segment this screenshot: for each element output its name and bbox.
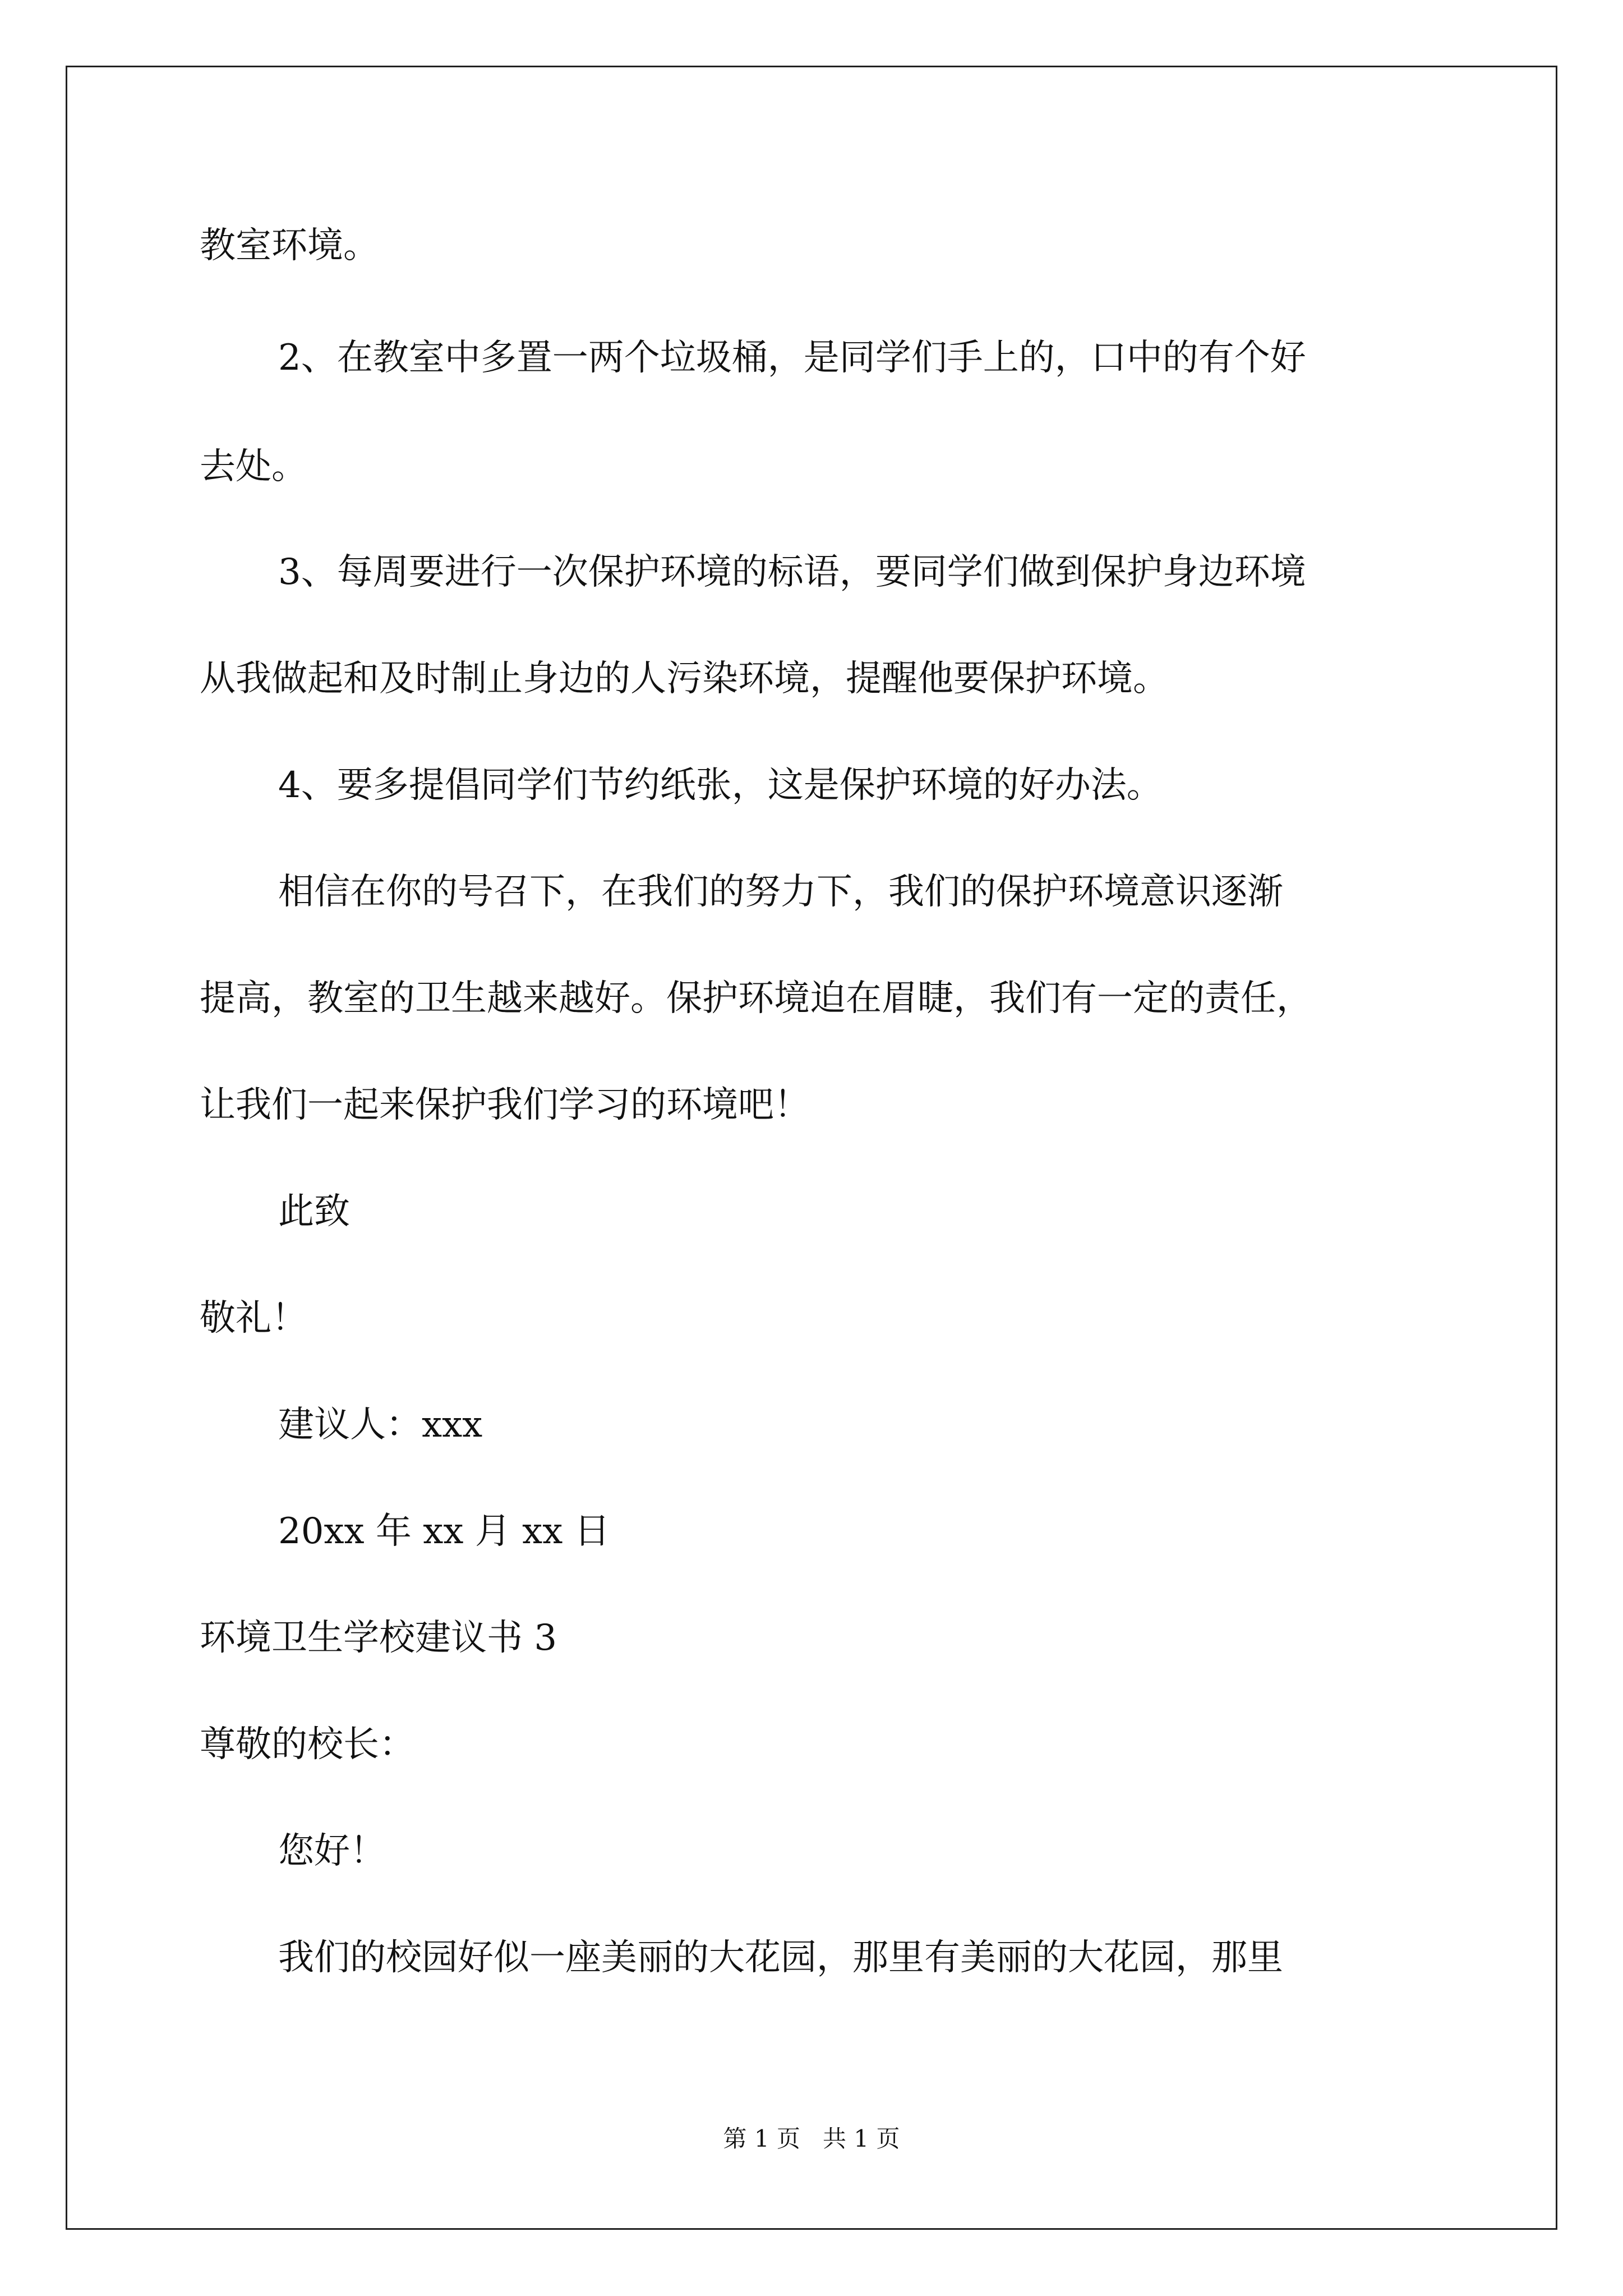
body-line-5: 从我做起和及时制止身边的人污染环境，提醒他要保护环境。 [200,658,1169,700]
body-line-9: 让我们一起来保护我们学习的环境吧！ [200,1084,810,1126]
letter-greeting: 尊敬的校长： [200,1724,415,1765]
body-line-2: 2、在教室中多置一两个垃圾桶，是同学们手上的，口中的有个好 [278,337,1306,379]
body-line-10: 我们的校园好似一座美丽的大花园，那里有美丽的大花园，那里 [278,1937,1283,1978]
page-border [66,66,1557,2230]
body-line-3: 去处。 [200,446,307,487]
section-title: 环境卫生学校建议书 3 [200,1617,557,1659]
date-line: 20xx 年 xx 月 xx 日 [278,1511,610,1552]
salutation-line: 此致 [278,1191,350,1232]
body-line-7: 相信在你的号召下，在我们的努力下，我们的保护环境意识逐渐 [278,871,1283,913]
body-line-6: 4、要多提倡同学们节约纸张，这是保护环境的好办法。 [278,765,1163,806]
letter-hello: 您好！ [278,1830,386,1872]
body-line-4: 3、每周要进行一次保护环境的标语，要同学们做到保护身边环境 [278,551,1306,593]
closing-line: 敬礼！ [200,1297,307,1339]
body-line-1: 教室环境。 [200,225,379,266]
body-line-8: 提高，教室的卫生越来越好。保护环境迫在眉睫，我们有一定的责任， [200,978,1312,1019]
signature-line: 建议人：xxx [278,1404,483,1446]
page-footer: 第 1 页 共 1 页 [723,2125,900,2152]
